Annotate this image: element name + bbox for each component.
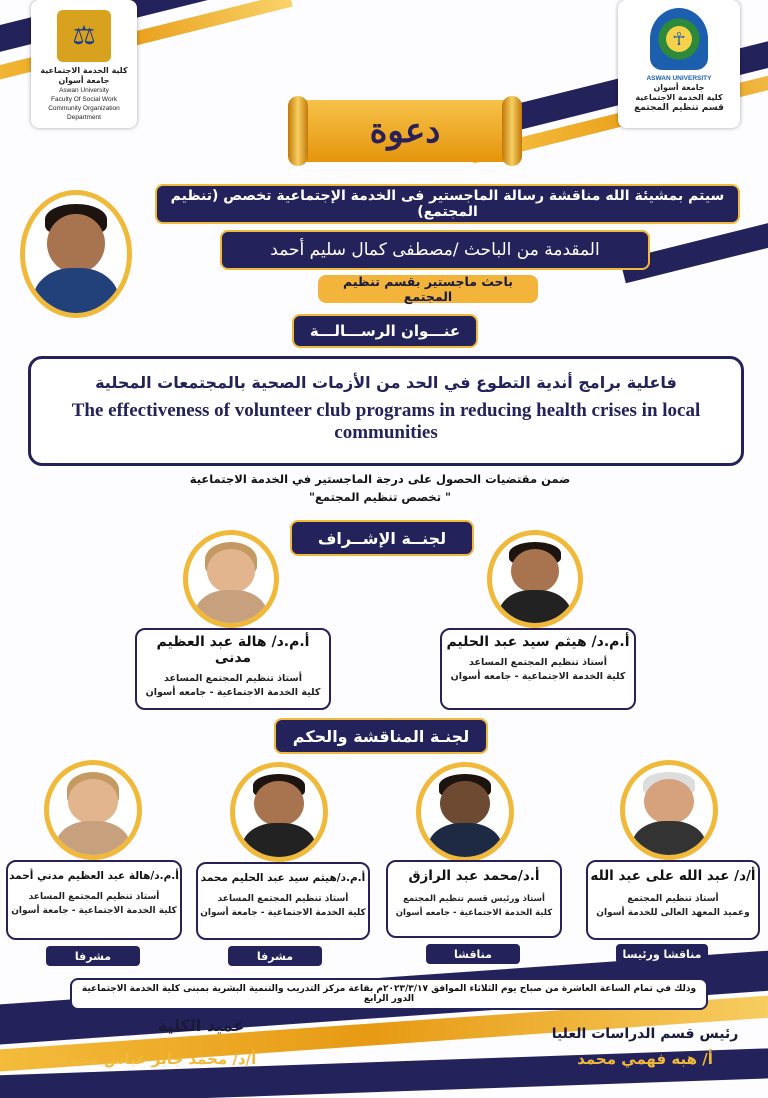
thesis-heading-bar [292,314,478,348]
committee-heading: لجنـة المناقشة والحكم [292,726,470,746]
committee-1-affiliation: وعميد المعهد العالى للخدمة أسوان [596,908,750,918]
committee-2-photo [416,762,514,862]
committee-3-photo [230,762,328,862]
committee-1-title: أستاذ تنظيم المجتمع [627,894,719,904]
degree-line-2: " تخصص تنظيم المجتمع" [308,490,452,504]
venue-text: وذلك في تمام الساعة العاشرة من صباح يوم الثلاثاء الموافق ٢٠٢٣/٣/١٧م بقاعة مركز التدريب والتنمية البشرية بمبنى كلية الخدمة الاجتماعية الدور الرابع [81,984,697,1004]
committee-4-photo [44,760,142,860]
committee-3-affiliation: كلية الخدمة الاجتماعية - جامعة أسوان [200,908,366,918]
venue-box [70,978,708,1010]
logo-left-en3: Community Organization Department [48,105,120,121]
head-title: رئيس قسم الدراسات العليا [551,1026,739,1042]
announcement-text: سيتم بمشيئة الله مناقشة رسالة الماجستير فى الخدمة الإجتماعية تخصص (تنظيم المجتمع) [170,188,725,220]
supervisor-2-photo [183,530,279,628]
faculty-emblem-icon: ⚖ [57,10,111,62]
logo-left-ar1: كلية الخدمة الاجتماعية [40,66,128,75]
faculty-logo [31,0,137,128]
thesis-heading: عنـــوان الرســـالـــة [309,322,461,340]
researcher-name: المقدمة من الباحث /مصطفى كمال سليم أحمد [270,240,600,260]
committee-heading-bar [274,718,488,754]
logo-right-brand: ASWAN UNIVERSITY [646,75,712,82]
committee-2-name: أ.د/محمد عبد الرازق [408,868,540,884]
supervisor-2-name: أ.م.د/ هالة عبد العظيم مدنى [156,634,310,666]
researcher-photo [20,190,132,318]
supervisor-1-title: أستاذ تنظيم المجتمع المساعد [468,657,608,668]
committee-1-photo [620,760,718,860]
committee-2-role: مناقشا [426,944,520,964]
degree-line-1: ضمن مقتضيات الحصول على درجة الماجستير في الخدمة الاجتماعية [189,472,571,486]
thesis-box [28,356,744,466]
supervisor-2-affiliation: كلية الخدمة الاجتماعية - جامعه أسوان [145,687,321,698]
researcher-bar [220,230,650,270]
logo-right-ar3: قسم تنظيم المجتمع [634,103,724,113]
supervisor-card-1 [440,628,636,710]
thesis-title-ar: فاعلية برامج أندية التطوع في الحد من الأزمات الصحية بالمجتمعات المحلية [95,373,677,392]
committee-1-role: مناقشا ورئيسا [616,944,708,964]
committee-card-4 [6,860,182,940]
researcher-role: باحث ماجستير بقسم تنظيم المجتمع [343,274,513,304]
supervision-heading-bar [290,520,474,556]
committee-2-affiliation: كلية الخدمة الاجتماعية - جامعه أسوان [395,908,553,918]
committee-3-name: أ.م.د/هيثم سيد عبد الحليم محمد [200,872,366,884]
supervisor-1-name: أ.م.د/ هيثم سيد عبد الحليم [446,634,630,650]
logo-left-en1: Aswan University [59,87,109,94]
supervision-heading: لجنــة الإشــراف [317,528,447,548]
researcher-role-bar [318,275,538,303]
logo-left-en2: Faculty Of Social Work [51,96,117,103]
dean-title: عميد الكلية [157,1016,245,1035]
committee-4-title: أستاذ تنظيم المجتمع المساعد [28,892,160,902]
committee-3-title: أستاذ تنظيم المجتمع المساعد [217,894,349,904]
committee-card-2 [386,860,562,938]
logo-right-ar1: جامعة أسوان [653,83,705,92]
supervisor-2-title: أستاذ تنظيم المجتمع المساعد [163,673,303,684]
logo-right-ar2: كلية الخدمة الاجتماعية [635,93,723,102]
supervisor-1-photo [487,530,583,628]
invitation-title: دعوة [369,111,441,151]
supervisor-card-2 [135,628,331,710]
committee-1-name: أ/د/ عبد الله على عبد الله [590,868,756,884]
logo-left-ar2: جامعة أسوان [58,76,110,85]
university-emblem-icon: ☥ [650,8,708,70]
invitation-scroll [300,100,510,162]
announcement-bar [155,184,740,224]
supervisor-1-affiliation: كلية الخدمة الاجتماعية - جامعه أسوان [450,671,626,682]
committee-4-affiliation: كلية الخدمة الاجتماعية - جامعة أسوان [11,906,177,916]
committee-4-role: مشرفا [46,946,140,966]
committee-card-1 [586,860,760,940]
thesis-title-en: The effectiveness of volunteer club programs in reducing health crises in local communities [71,400,701,443]
dean-name: أ/د/ محمد جابر عباس محمد [59,1050,257,1068]
committee-card-3 [196,862,370,940]
university-logo [618,0,740,128]
committee-2-title: أستاذ ورئيس قسم تنظيم المجتمع [403,894,545,904]
head-name: أ/ هبه فهمي محمد [577,1050,713,1068]
committee-4-name: أ.م.د/هالة عبد العظيم مدني أحمد [9,870,179,882]
committee-3-role: مشرفا [228,946,322,966]
